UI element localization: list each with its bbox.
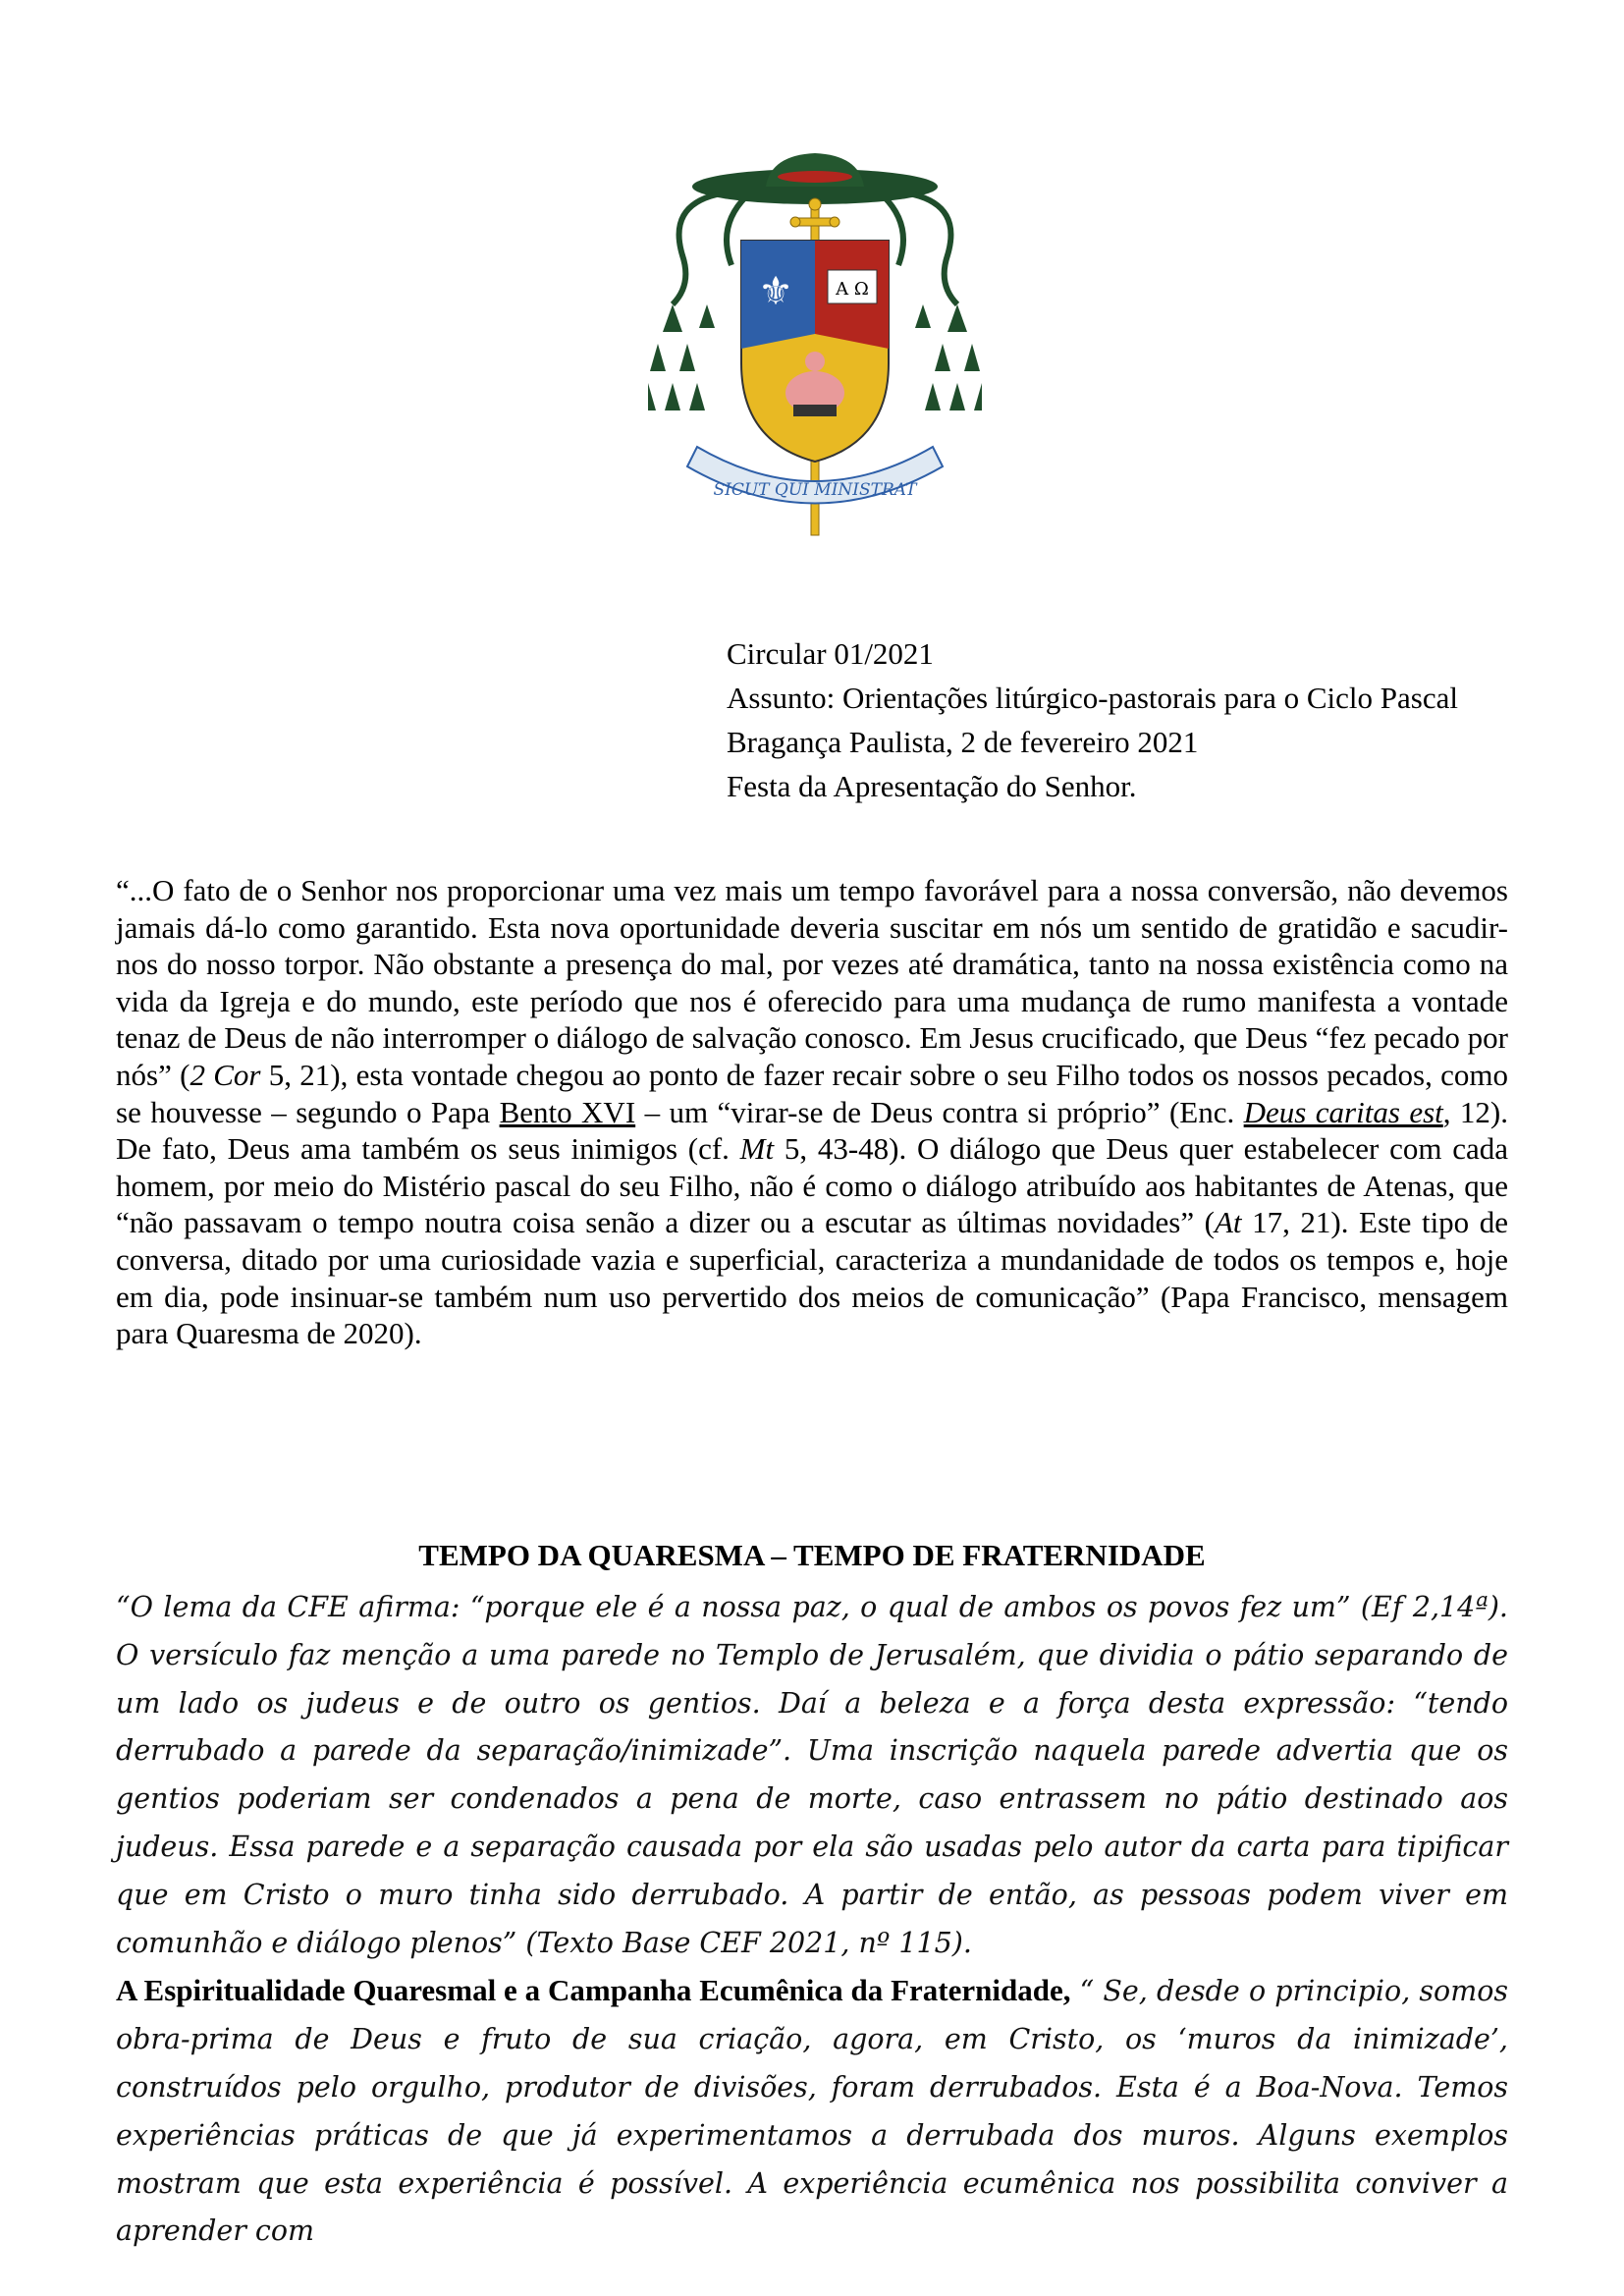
section-body	[116, 1584, 1508, 2256]
quote-text: “...O fato de o Senhor nos proporcionar uma vez mais um tempo favorável para a nossa conversão, não devemos jamais dá-lo como garantido. Esta nova oportunidade deveria suscitar em nós um sentido de gratidão e sacudir-nos do nosso torpor. Não obstante a presença do mal, por vezes até dramática, tanto na nossa existência como na vida da Igreja e do mundo, este período que nos é oferecido para uma mudança de rumo manifesta a vontade tenaz de Deus de não interromper o diálogo de salvação conosco. Em Jesus crucificado, que Deus “fez pecado por nós” (	[116, 873, 1508, 1092]
section-heading: TEMPO DA QUARESMA – TEMPO DE FRATERNIDADE	[418, 1538, 1206, 1572]
galero-hat-icon	[692, 153, 938, 204]
bento-xvi-link[interactable]: Bento XVI	[499, 1094, 636, 1129]
bible-reference: Mt	[739, 1131, 775, 1167]
shield-icon	[741, 241, 889, 462]
tassels-left-icon	[648, 304, 715, 410]
paragraph-cfe-lema: “O lema da CFE afirma: “porque ele é a nossa paz, o qual de ambos os povos fez um” (Ef 2,14ª). O versículo faz menção a uma parede no Templo de Jerusalém, que dividia o pátio separando de um lado os judeus e de outro os gentios. Daí a beleza e a força desta expressão: “tendo derrubado a parede da separação/inimizade”. Uma inscrição naquela parede advertia que os gentios poderiam ser condenados a pena de morte, caso entrassem no pátio destinado aos judeus. Essa parede e a separação causada por ela são usadas pelo autor da carta para tipificar que em Cristo o muro tinha sido derrubado. A partir de então, as pessoas podem viver em comunhão e diálogo plenos” (Texto Base CEF 2021, nº 115).	[116, 1591, 1508, 1959]
tassels-right-icon	[915, 304, 982, 410]
bible-reference: 2 Cor	[189, 1057, 261, 1092]
paragraph-text: “ Se, desde o principio, somos obra-prima de Deus e fruto de sua criação, agora, em Cristo, os ‘muros da inimizade’, construídos pelo orgulho, produtor de divisões, foram derrubados. Esta é a Boa-Nova. Temos experiências práticas de que já experimentamos a derrubada dos muros. Alguns exemplos mostram que esta experiência é possível. A experiência ecumênica nos possibilita conviver a aprender com	[116, 1975, 1509, 2248]
quote-text: , 12). De fato, Deus ama também os seus inimigos (cf.	[116, 1094, 1509, 1167]
circular-number: Circular 01/2021	[727, 636, 934, 671]
subject-line: Assunto: Orientações litúrgico-pastorais para o Ciclo Pascal	[727, 681, 1458, 715]
svg-text:SICUT QUI MINISTRAT: SICUT QUI MINISTRAT	[713, 480, 917, 500]
deus-caritas-est-link[interactable]: Deus caritas est	[1243, 1094, 1443, 1129]
quote-text: 5, 43-48). O diálogo que Deus quer estabelecer com cada homem, por meio do Mistério pascal do seu Filho, não é como o diálogo atribuído aos habitantes de Atenas, que “não passavam o tempo noutra coisa senão a dizer ou a escutar as últimas novidades” (	[116, 1131, 1508, 1240]
paragraph-espiritualidade	[116, 1967, 1508, 2256]
quote-text: 17, 21). Este tipo de conversa, ditado por uma curiosidade vazia e superficial, caracteriza a mundanidade de todos os tempos e, hoje em dia, pode insinuar-se também num uso pervertido dos meios de comunicação” (Papa Francisco, mensagem para Quaresma de 2020).	[116, 1205, 1508, 1351]
place-date: Bragança Paulista, 2 de fevereiro 2021	[727, 725, 1199, 759]
letter-header	[727, 631, 1591, 808]
svg-text:A Ω: A Ω	[836, 279, 869, 300]
svg-text:⚜: ⚜	[758, 269, 793, 314]
quote-text: 5, 21), esta vontade chegou ao ponto de fazer recair sobre o seu Filho todos os nossos pecados, como se houvesse – segundo o Papa	[116, 1057, 1508, 1129]
quote-text: – um “virar-se de Deus contra si próprio” (Enc.	[635, 1094, 1244, 1129]
feast-line: Festa da Apresentação do Senhor.	[727, 769, 1137, 803]
paragraph-lead: A Espiritualidade Quaresmal e a Campanha Ecumênica da Fraternidade,	[116, 1973, 1071, 2008]
coat-of-arms	[648, 147, 982, 540]
opening-quote	[116, 872, 1508, 1352]
bible-reference: At	[1214, 1205, 1242, 1240]
